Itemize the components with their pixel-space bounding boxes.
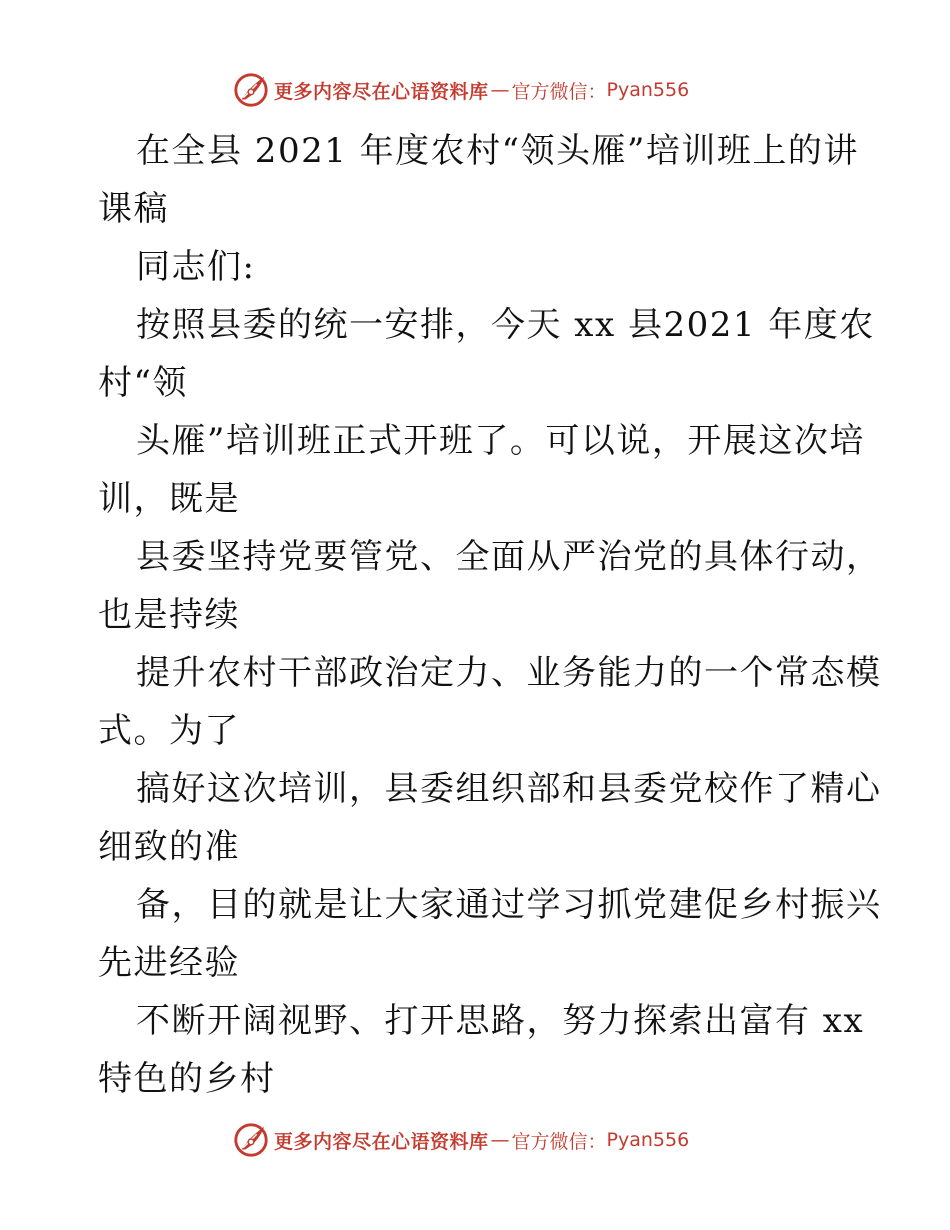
text-line: 在全县 2021 年度农村“领头雁”培训班上的讲 bbox=[136, 131, 859, 171]
quill-pen-logo-icon bbox=[232, 71, 270, 109]
watermark-wechat-id: Pyan556 bbox=[606, 1129, 690, 1151]
quill-pen-logo-icon bbox=[232, 1121, 270, 1159]
text-line: 先进经验 bbox=[98, 943, 240, 983]
text-line: 县委坚持党要管党、全面从严治党的具体行动， bbox=[136, 537, 882, 577]
document-body bbox=[98, 122, 882, 1108]
watermark-dash: — bbox=[490, 1129, 510, 1151]
watermark-dash: — bbox=[490, 79, 510, 101]
text-line: 不断开阔视野、打开思路，努力探索出富有 xx bbox=[136, 1001, 865, 1041]
text-line: 头雁”培训班正式开班了。可以说，开展这次培 bbox=[136, 421, 865, 461]
text-line: 细致的准 bbox=[98, 827, 240, 867]
header-watermark bbox=[232, 70, 689, 110]
watermark-wechat-id: Pyan556 bbox=[606, 79, 690, 101]
text-line: 特色的乡村 bbox=[98, 1059, 276, 1099]
footer-watermark bbox=[232, 1120, 689, 1160]
text-line: 按照县委的统一安排，今天 xx 县2021 年度农 bbox=[136, 305, 875, 345]
watermark-wechat-label: 官方微信： bbox=[511, 80, 607, 103]
text-line: 备，目的就是让大家通过学习抓党建促乡村振兴 bbox=[136, 885, 882, 925]
text-line: 搞好这次培训，县委组织部和县委党校作了精心 bbox=[136, 769, 882, 809]
text-line: 也是持续 bbox=[98, 595, 240, 635]
watermark-wechat-label: 官方微信： bbox=[511, 1130, 607, 1153]
watermark-title: 更多内容尽在心语资料库 bbox=[274, 80, 489, 103]
text-line: 提升农村干部政治定力、业务能力的一个常态模 bbox=[136, 653, 882, 693]
text-line: 村“领 bbox=[98, 363, 188, 403]
text-line: 训，既是 bbox=[98, 479, 240, 519]
text-line: 同志们: bbox=[136, 247, 256, 287]
text-line: 课稿 bbox=[98, 189, 169, 229]
text-line: 式。为了 bbox=[98, 711, 240, 751]
watermark-title: 更多内容尽在心语资料库 bbox=[274, 1130, 489, 1153]
